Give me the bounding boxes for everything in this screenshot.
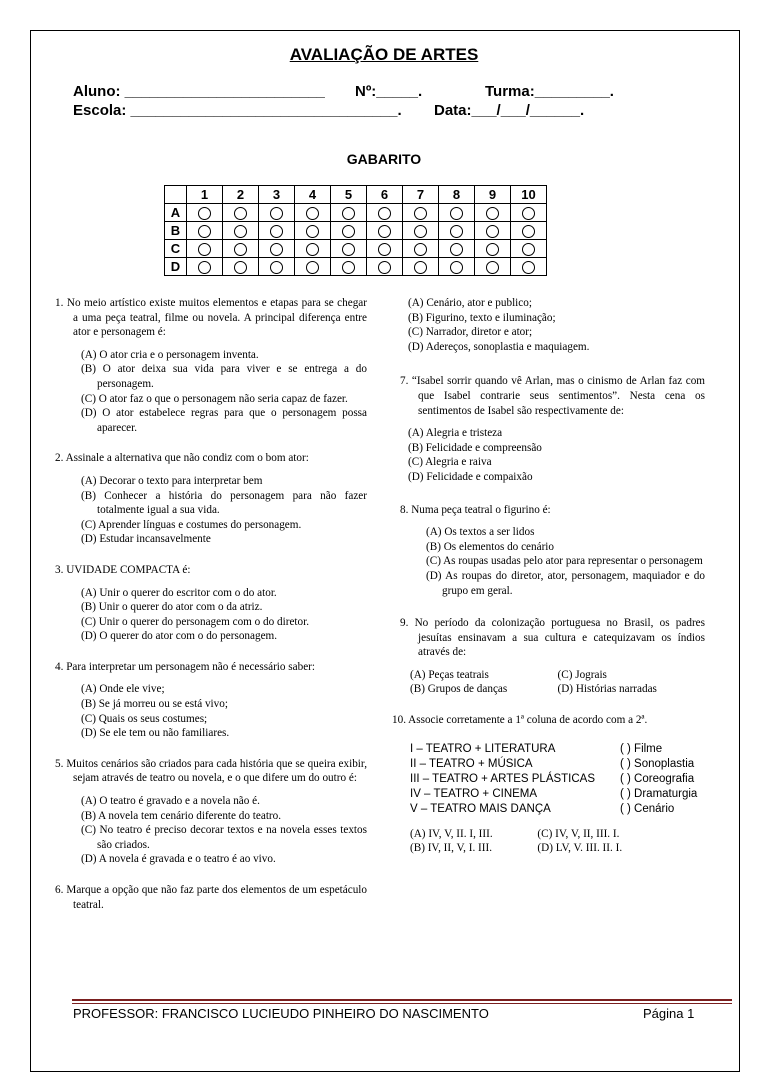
answer-bubble[interactable] — [306, 225, 319, 238]
page-title: AVALIAÇÃO DE ARTES — [289, 45, 479, 64]
question-5 — [55, 757, 367, 867]
answer-cell[interactable] — [367, 258, 403, 276]
option-row — [400, 668, 705, 683]
option: (D) Se ele tem ou não familiares. — [81, 727, 230, 740]
question-stem: 4. Para interpretar um personagem não é necessário saber: — [55, 660, 316, 673]
option: (A) Unir o querer do escritor com o do ator. — [81, 586, 277, 599]
footer-rule-thin — [72, 1003, 732, 1004]
answer-bubble[interactable] — [378, 207, 391, 220]
question-stem: 3. UVIDADE COMPACTA é: — [55, 563, 191, 576]
answer-cell[interactable] — [403, 258, 439, 276]
question-3 — [55, 563, 367, 644]
answer-bubble[interactable] — [486, 243, 499, 256]
answer-bubble[interactable] — [270, 207, 283, 220]
answer-cell[interactable] — [295, 204, 331, 222]
association-row: V – TEATRO MAIS DANÇA ( ) Cenário — [410, 802, 675, 815]
question-10 — [392, 713, 705, 856]
answer-cell[interactable] — [475, 222, 511, 240]
option: (A) O teatro é gravado e a novela não é. — [81, 795, 260, 808]
question-stem: 1. No meio artístico existe muitos elementos e etapas para se chegar a uma peça teatral, filme ou novela. A principal diferença entre ator e personagem é: — [55, 297, 367, 339]
option-row — [400, 682, 705, 697]
answer-bubble[interactable] — [306, 207, 319, 220]
option: (B) Os elementos do cenário — [426, 540, 554, 553]
answer-cell[interactable] — [511, 204, 547, 222]
answer-cell[interactable] — [439, 222, 475, 240]
answer-cell[interactable] — [511, 240, 547, 258]
question-stem: 7. “Isabel sorrir quando vê Arlan, mas o cinismo de Arlan faz com que Isabel contrarie seus sentimentos”. Nesta cena os sentimentos de Isabel são respectivamente de: — [400, 375, 705, 417]
answer-cell[interactable] — [295, 258, 331, 276]
answer-bubble[interactable] — [378, 243, 391, 256]
grid-column-header: 1 — [187, 186, 223, 204]
grid-column-header: 7 — [403, 186, 439, 204]
answer-bubble[interactable] — [270, 243, 283, 256]
grid-column-header: 2 — [223, 186, 259, 204]
answer-bubble[interactable] — [486, 261, 499, 274]
answer-bubble[interactable] — [306, 261, 319, 274]
option: (B) Conhecer a história do personagem para não fazer totalmente igual a sua vida. — [81, 489, 367, 517]
grid-column-header: 3 — [259, 186, 295, 204]
answer-cell[interactable] — [475, 240, 511, 258]
option: (B) Figurino, texto e iluminação; — [408, 311, 556, 324]
answer-bubble[interactable] — [234, 207, 247, 220]
answer-bubble[interactable] — [450, 207, 463, 220]
answer-cell[interactable] — [439, 258, 475, 276]
answer-cell[interactable] — [295, 240, 331, 258]
answer-cell[interactable] — [295, 222, 331, 240]
answer-bubble[interactable] — [198, 243, 211, 256]
answer-cell[interactable] — [223, 258, 259, 276]
grid-row-header: D — [165, 258, 187, 276]
grid-column-header: 5 — [331, 186, 367, 204]
answer-cell[interactable] — [331, 240, 367, 258]
answer-bubble[interactable] — [198, 225, 211, 238]
question-6-options — [400, 296, 705, 354]
question-stem: 8. Numa peça teatral o figurino é: — [400, 503, 551, 516]
answer-cell[interactable] — [403, 204, 439, 222]
answer-bubble[interactable] — [378, 225, 391, 238]
option: (B) IV, II, V, I. III. — [410, 842, 493, 855]
option: (C) No teatro é preciso decorar textos e na novela esses textos são criados. — [81, 824, 367, 851]
answer-cell[interactable] — [187, 222, 223, 240]
grid-row-header: C — [165, 240, 187, 258]
answer-bubble[interactable] — [414, 243, 427, 256]
answer-bubble[interactable] — [198, 261, 211, 274]
answer-bubble[interactable] — [234, 225, 247, 238]
option: (A) Peças teatrais — [410, 668, 489, 681]
answer-cell[interactable] — [367, 240, 403, 258]
option: (A) IV, V, II. I, III. — [410, 827, 493, 840]
answer-bubble[interactable] — [414, 225, 427, 238]
answer-cell[interactable] — [367, 204, 403, 222]
answer-bubble[interactable] — [522, 225, 535, 238]
answer-bubble[interactable] — [234, 243, 247, 256]
answer-key-grid — [164, 185, 547, 276]
answer-bubble[interactable] — [522, 207, 535, 220]
answer-bubble[interactable] — [522, 243, 535, 256]
answer-bubble[interactable] — [342, 225, 355, 238]
answer-cell[interactable] — [259, 240, 295, 258]
option: (A) Cenário, ator e publico; — [408, 297, 532, 309]
answer-cell[interactable] — [331, 204, 367, 222]
answer-cell[interactable] — [403, 240, 439, 258]
answer-bubble[interactable] — [450, 225, 463, 238]
left-column — [55, 296, 367, 922]
option: (C) IV, V, II, III. I. — [537, 827, 620, 840]
answer-bubble[interactable] — [450, 261, 463, 274]
option: (B) O ator deixa sua vida para viver e se entrega a do personagem. — [81, 363, 367, 390]
question-8 — [400, 503, 705, 599]
question-stem: 9. No período da colonização portuguesa no Brasil, os padres jesuítas ensinavam a sua cultura e catequizavam os índios através de: — [400, 617, 705, 659]
option: (C) O ator faz o que o personagem não seria capaz de fazer. — [81, 392, 348, 405]
school-field: Escola: ________________________________. — [73, 102, 402, 119]
question-9 — [400, 616, 705, 697]
answer-cell[interactable] — [511, 258, 547, 276]
grid-column-header: 10 — [511, 186, 547, 204]
question-6 — [55, 883, 367, 912]
option: (C) Aprender línguas e costumes do personagem. — [81, 518, 302, 531]
association-row: IV – TEATRO + CINEMA ( ) Dramaturgia — [410, 787, 698, 800]
grid-column-header: 9 — [475, 186, 511, 204]
option: (B) Grupos de danças — [410, 683, 508, 696]
footer-professor: PROFESSOR: FRANCISCO LUCIEUDO PINHEIRO DO NASCIMENTO — [73, 1006, 489, 1021]
answer-bubble[interactable] — [522, 261, 535, 274]
option: (A) Os textos a ser lidos — [426, 526, 535, 539]
association-row: I – TEATRO + LITERATURA ( ) Filme — [410, 742, 663, 755]
grid-column-header: 6 — [367, 186, 403, 204]
date-field: Data:___/___/______. — [434, 102, 585, 119]
question-7 — [400, 374, 705, 484]
answer-bubble[interactable] — [342, 207, 355, 220]
question-stem: 10. Associe corretamente a 1ª coluna de acordo com a 2ª. — [392, 714, 648, 727]
student-name-field: Aluno: ________________________ — [73, 83, 325, 100]
answer-cell[interactable] — [187, 258, 223, 276]
answer-key-title: GABARITO — [346, 151, 422, 167]
question-stem: 2. Assinale a alternativa que não condiz com o bom ator: — [55, 452, 309, 465]
option: (D) As roupas do diretor, ator, personagem, maquiador e do grupo em geral. — [426, 569, 705, 597]
option: (A) O ator cria e o personagem inventa. — [81, 348, 259, 361]
option: (C) Alegria e raiva — [408, 456, 492, 469]
number-field: Nº:_____. — [355, 83, 423, 100]
answer-cell[interactable] — [439, 204, 475, 222]
grid-column-header: 4 — [295, 186, 331, 204]
answer-bubble[interactable] — [198, 207, 211, 220]
option: (C) Quais os seus costumes; — [81, 712, 208, 725]
question-1 — [55, 296, 367, 435]
footer-rule — [72, 999, 732, 1001]
option: (C) Unir o querer do personagem com o do diretor. — [81, 615, 310, 628]
class-field: Turma:_________. — [485, 83, 614, 100]
option: (A) Onde ele vive; — [81, 683, 165, 696]
question-stem: 6. Marque a opção que não faz parte dos elementos de um espetáculo teatral. — [55, 884, 367, 911]
answer-cell[interactable] — [367, 222, 403, 240]
option: (C) Jograis — [557, 668, 607, 681]
right-column — [392, 296, 705, 866]
answer-cell[interactable] — [187, 204, 223, 222]
question-4 — [55, 660, 367, 741]
option: (D) Adereços, sonoplastia e maquiagem. — [408, 340, 590, 353]
answer-cell[interactable] — [475, 258, 511, 276]
option: (D) LV, V. III. II. I. — [537, 842, 623, 855]
answer-bubble[interactable] — [342, 261, 355, 274]
answer-cell[interactable] — [187, 240, 223, 258]
association-row: III – TEATRO + ARTES PLÁSTICAS ( ) Coreografia — [410, 772, 695, 785]
answer-bubble[interactable] — [234, 261, 247, 274]
option: (D) Felicidade e compaixão — [408, 470, 533, 483]
grid-row-header: A — [165, 204, 187, 222]
footer-page-number: Página 1 — [643, 1006, 695, 1021]
option: (B) Felicidade e compreensão — [408, 441, 542, 454]
option: (B) A novela tem cenário diferente do teatro. — [81, 809, 282, 822]
answer-cell[interactable] — [259, 222, 295, 240]
answer-bubble[interactable] — [270, 261, 283, 274]
answer-cell[interactable] — [223, 222, 259, 240]
option-row — [400, 841, 705, 856]
option: (D) Estudar incansavelmente — [81, 533, 211, 546]
answer-bubble[interactable] — [270, 225, 283, 238]
option: (C) Narrador, diretor e ator; — [408, 326, 533, 339]
grid-row-header: B — [165, 222, 187, 240]
answer-cell[interactable] — [259, 204, 295, 222]
answer-cell[interactable] — [511, 222, 547, 240]
answer-cell[interactable] — [331, 258, 367, 276]
answer-bubble[interactable] — [414, 261, 427, 274]
grid-corner — [165, 186, 187, 204]
option: (B) Unir o querer do ator com o da atriz. — [81, 601, 263, 614]
answer-bubble[interactable] — [486, 225, 499, 238]
option: (C) As roupas usadas pelo ator para representar o personagem — [426, 555, 703, 568]
answer-cell[interactable] — [475, 204, 511, 222]
answer-bubble[interactable] — [378, 261, 391, 274]
option: (B) Se já morreu ou se está vivo; — [81, 698, 228, 711]
answer-cell[interactable] — [331, 222, 367, 240]
option: (D) A novela é gravada e o teatro é ao vivo. — [81, 853, 276, 866]
answer-cell[interactable] — [439, 240, 475, 258]
grid-column-header: 8 — [439, 186, 475, 204]
association-row: II – TEATRO + MÚSICA ( ) Sonoplastia — [410, 757, 695, 770]
answer-cell[interactable] — [403, 222, 439, 240]
question-stem: 5. Muitos cenários são criados para cada história que se queira exibir, sejam através de teatro ou novela, e o que difere um do outro é: — [55, 757, 367, 785]
question-2 — [55, 451, 367, 547]
answer-bubble[interactable] — [306, 243, 319, 256]
option: (D) O querer do ator com o do personagem. — [81, 630, 278, 643]
answer-bubble[interactable] — [342, 243, 355, 256]
option-row — [400, 827, 705, 842]
answer-bubble[interactable] — [450, 243, 463, 256]
answer-bubble[interactable] — [414, 207, 427, 220]
answer-cell[interactable] — [223, 204, 259, 222]
option: (A) Alegria e tristeza — [408, 427, 503, 440]
option: (D) Histórias narradas — [557, 683, 657, 696]
answer-bubble[interactable] — [486, 207, 499, 220]
option: (D) O ator estabelece regras para que o personagem possa aparecer. — [81, 407, 367, 434]
answer-cell[interactable] — [259, 258, 295, 276]
option: (A) Decorar o texto para interpretar bem — [81, 474, 263, 487]
answer-cell[interactable] — [223, 240, 259, 258]
